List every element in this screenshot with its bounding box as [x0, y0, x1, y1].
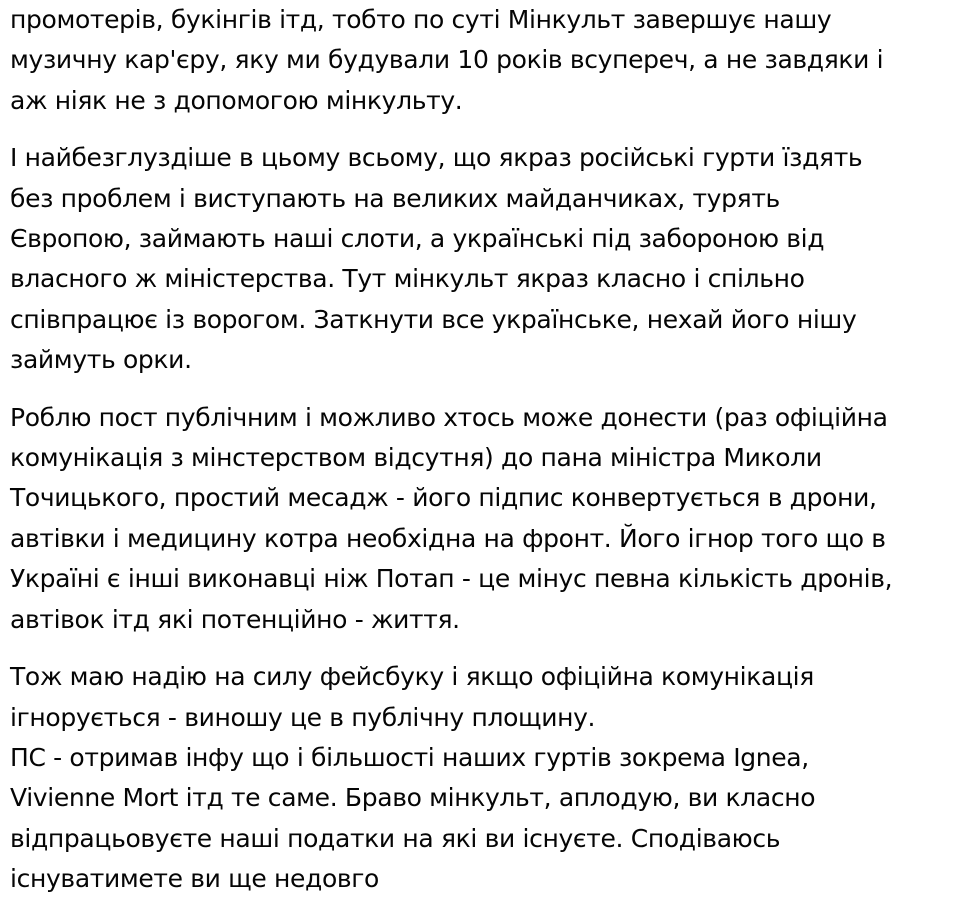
post-paragraph: [10, 657, 962, 899]
text-line: існуватимете ви ще недовго: [10, 864, 380, 894]
text-line: автівки і медицину котра необхідна на фронт. Його ігнор того що в: [10, 523, 886, 553]
text-line: І найбезглуздіше в цьому всьому, що якраз російські гурти їздять: [10, 143, 863, 173]
text-line: Тож маю надію на силу фейсбуку і якщо офіційна комунікація: [10, 662, 814, 692]
text-line: займуть орки.: [10, 345, 192, 375]
text-line: відпрацьовуєте наші податки на які ви існуєте. Сподіваюсь: [10, 823, 781, 853]
text-line: власного ж міністерства. Тут мінкульт якраз класно і спільно: [10, 264, 805, 294]
post-paragraph: [10, 0, 962, 121]
text-line: музичну кар'єру, яку ми будували 10 років всупереч, а не завдяки і: [10, 45, 884, 75]
text-line: Україні є інші виконавці ніж Потап - це мінус певна кількість дронів,: [10, 564, 893, 594]
text-line: комунікація з мінстерством відсутня) до пана міністра Миколи: [10, 443, 822, 473]
text-line: аж ніяк не з допомогою мінкульту.: [10, 85, 463, 115]
text-line: Європою, займають наші слоти, а українські під забороною від: [10, 224, 825, 254]
post-paragraph: [10, 138, 962, 380]
text-line: ПС - отримав інфу що і більшості наших гуртів зокрема Ignea,: [10, 742, 809, 772]
text-line: співпрацює із ворогом. Заткнути все українське, нехай його нішу: [10, 304, 857, 334]
text-line: ігнорується - виношу це в публічну площину.: [10, 702, 596, 732]
post-body: [10, 0, 962, 917]
text-line: промотерів, букінгів ітд, тобто по суті Мінкульт завершує нашу: [10, 5, 832, 34]
text-line: без проблем і виступають на великих майданчиках, турять: [10, 183, 780, 213]
text-line: Vivienne Mort ітд те саме. Браво мінкульт, аплодую, ви класно: [10, 783, 816, 813]
text-line: Точицького, простий месадж - його підпис конвертується в дрони,: [10, 483, 877, 513]
post-paragraph: [10, 398, 962, 640]
text-line: Роблю пост публічним і можливо хтось може донести (раз офіційна: [10, 402, 888, 432]
text-line: автівок ітд які потенційно - життя.: [10, 604, 460, 634]
